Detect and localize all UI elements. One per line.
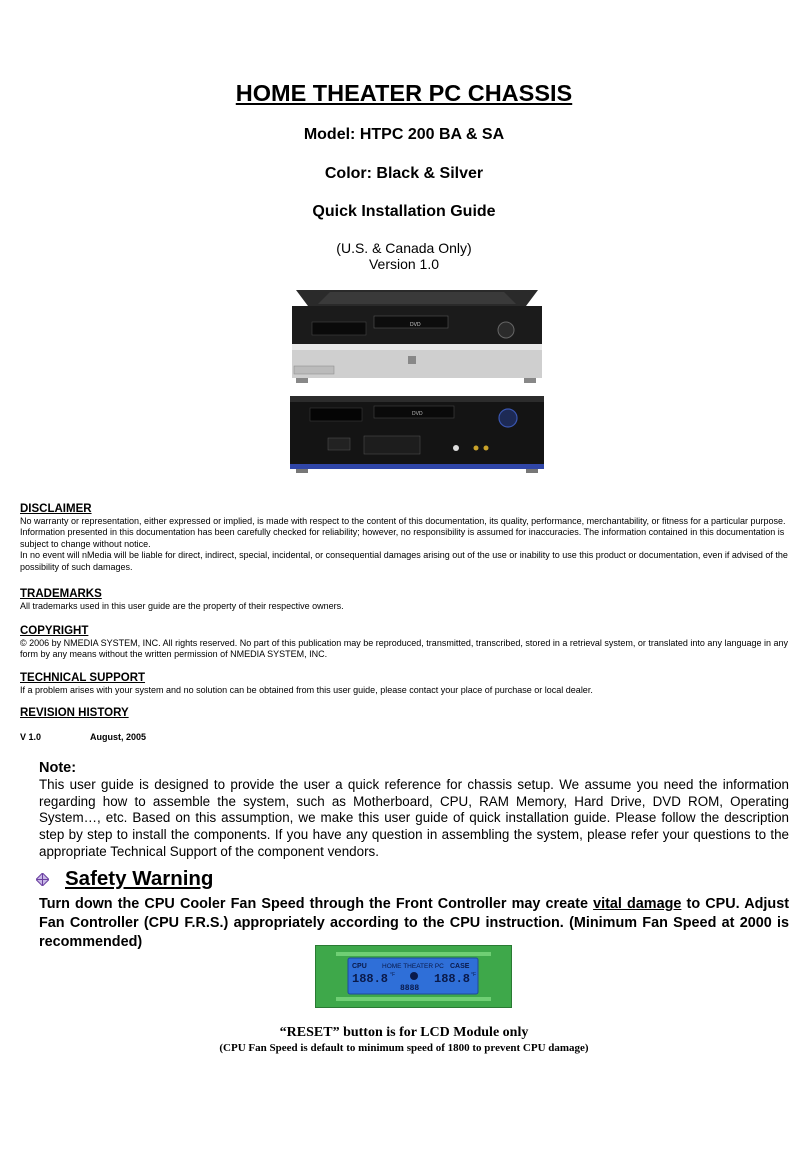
lcd-left-value: 188.8 [352,972,389,986]
guide-line: Quick Installation Guide [312,203,496,220]
model-line: Model: HTPC 200 BA & SA [303,126,505,143]
copyright-heading: COPYRIGHT [20,625,89,637]
disclaimer-text-2: In no event will nMedia will be liable for direct, indirect, special, incidental, or consequential damages arising out of the use or inability to use this product or documentation, even if advised of the possibility of such damages. [20,550,788,572]
black-dvd-label: DVD [412,411,423,417]
trademarks-section [20,588,790,612]
copyright-section [20,625,790,661]
note-heading: Note: [39,760,77,776]
color-line: Color: Black & Silver [324,165,484,182]
reset-note-line-1: “RESET” button is for LCD Module only [279,1025,529,1040]
support-text: If a problem arises with your system and no solution can be obtained from this user guide, please contact your place of purchase or local dealer. [20,685,593,695]
revision-section [20,707,790,720]
lcd-right-unit: °F [471,972,477,978]
version-line: Version 1.0 [368,256,440,272]
lcd-cpu-label: CPU [352,963,367,970]
lcd-module-graphic [316,946,511,1007]
disclaimer-heading: DISCLAIMER [20,503,92,515]
revision-date: August, 2005 [90,732,147,742]
note-section [39,760,789,861]
safety-warning-header [36,867,213,891]
region-line: (U.S. & Canada Only) [336,240,472,256]
black-chassis-image [290,394,544,474]
safety-text-underlined: vital damage [593,896,682,912]
safety-text-after: to CPU. Adjust Fan Controller (CPU F.R.S.) appropriately according to the CPU instruction. (Minimum Fan Speed at 2000 is recommended) [39,896,789,950]
note-text: This user guide is designed to provide the user a quick reference for chassis setup. We assume you need the information regarding how to assemble the system, such as Motherboard, CPU, RAM Memory, Hard Drive, DVD ROM, Operating System…, etc. Based on this assumption, we make this user guide of quick installation guide. Please follow the description step by step to install the components. If you have any question in assembling the system, please refer your questions to the appropriate Technical Support of the component vendors. [39,776,789,859]
revision-version: V 1.0 [20,732,42,742]
lcd-case-label: CASE [450,963,470,970]
trademarks-text: All trademarks used in this user guide are the property of their respective owners. [20,601,344,611]
copyright-text: © 2006 by NMEDIA SYSTEM, INC. All rights reserved. No part of this publication may be reproduced, transmitted, transcribed, stored in a retrieval system, or translated into any language in any form by any means without the written permission of NMEDIA SYSTEM, INC. [20,638,788,660]
support-section [20,672,790,696]
revision-heading: REVISION HISTORY [20,707,129,719]
reset-note-line-2: (CPU Fan Speed is default to minimum speed of 1800 to prevent CPU damage) [219,1042,589,1054]
safety-text [39,895,789,952]
lcd-center-value: 8888 [400,984,420,993]
silver-dvd-label: DVD [410,322,421,328]
diamond-bullet-icon [36,873,49,886]
lcd-top-text: HOME THEATER PC [382,963,444,970]
support-heading: TECHNICAL SUPPORT [20,672,146,684]
disclaimer-section [20,503,790,573]
safety-heading: Safety Warning [65,867,214,890]
safety-text-before: Turn down the CPU Cooler Fan Speed through the Front Controller may create [39,896,594,912]
trademarks-heading: TRADEMARKS [20,588,102,600]
page-title: HOME THEATER PC CHASSIS [235,80,573,106]
lcd-left-unit: °F [390,972,396,978]
silver-chassis-image [290,286,544,386]
disclaimer-text-1: No warranty or representation, either expressed or implied, is made with respect to the content of this documentation, its quality, performance, merchantability, or fitness for a particular purpose. Information presented in this documentation has been carefully checked for reliability; however, no responsibility is assumed for inaccuracies. The information contained in this documentation is subject to change without notice. [20,516,786,549]
lcd-module-image [315,945,512,1008]
lcd-right-value: 188.8 [434,972,471,986]
